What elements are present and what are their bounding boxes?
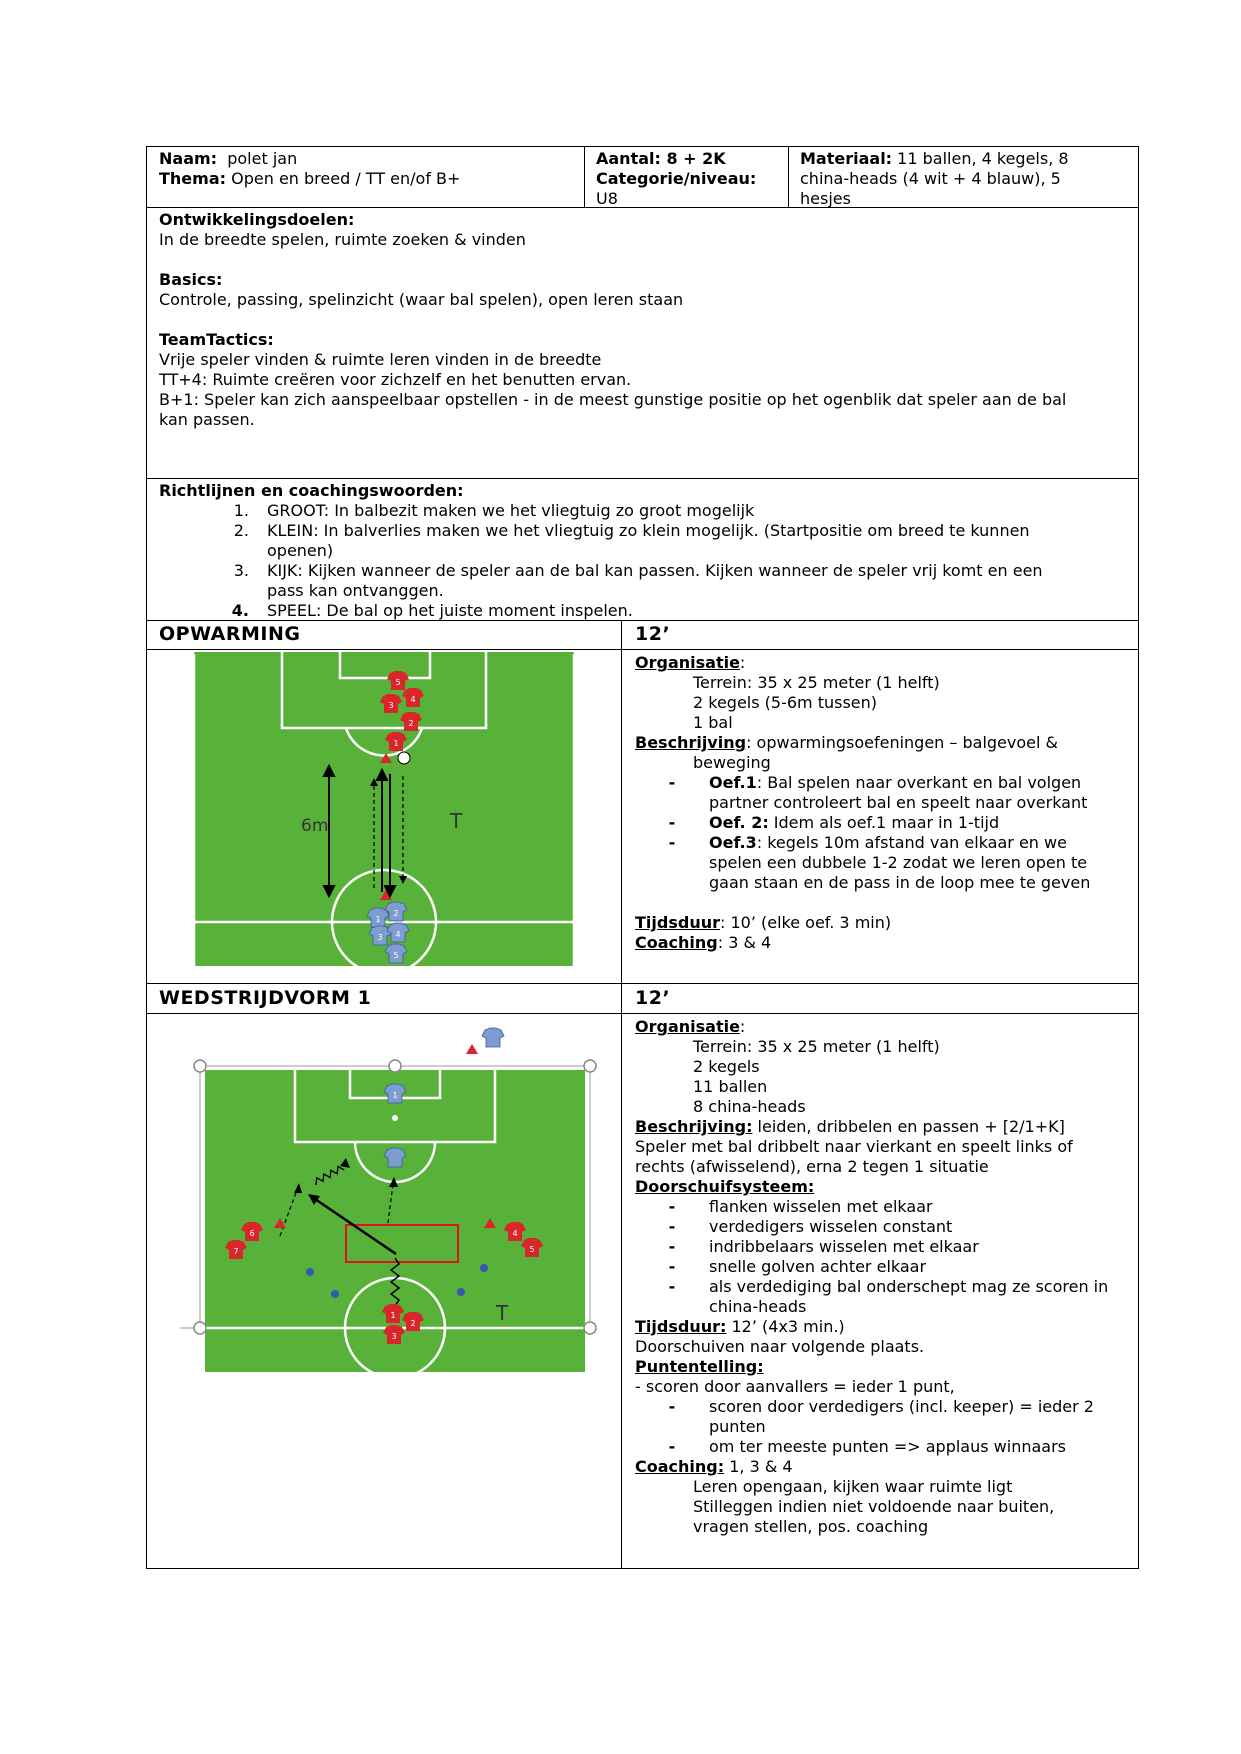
list-item: - Oef. 2: Idem als oef.1 maar in 1-tijd bbox=[668, 813, 1000, 832]
besch-line: Speler met bal dribbelt naar vierkant en speelt links of bbox=[635, 1137, 1073, 1156]
list-item: - Oef.1: Bal spelen naar overkant en bal volgen bbox=[668, 773, 1082, 792]
coach-value: : 3 & 4 bbox=[717, 933, 772, 952]
player-number: 5 bbox=[393, 951, 399, 960]
cone bbox=[466, 1044, 478, 1054]
player-number: 7 bbox=[233, 1247, 239, 1256]
header-name-cell bbox=[159, 149, 579, 189]
row-divider bbox=[146, 983, 1139, 984]
besch-label: Beschrijving: bbox=[635, 1117, 753, 1136]
basics-label: Basics: bbox=[159, 270, 223, 289]
t-label: T bbox=[496, 1301, 509, 1325]
coach-label: Coaching: bbox=[635, 1457, 725, 1476]
player-number: 4 bbox=[395, 930, 401, 939]
player-number: 2 bbox=[393, 909, 399, 918]
guidelines-list bbox=[159, 501, 1134, 621]
list-item: - Oef.3: kegels 10m afstand van elkaar en we bbox=[668, 833, 1067, 852]
tijd-label: Tijdsduur bbox=[635, 913, 720, 932]
basics-text: Controle, passing, spelinzicht (waar bal spelen), open leren staan bbox=[159, 290, 684, 309]
org-label: Organisatie bbox=[635, 1017, 740, 1036]
besch-text: beweging bbox=[693, 753, 771, 772]
player-number: 1 bbox=[390, 1311, 396, 1320]
table-border-right bbox=[1138, 146, 1139, 1569]
categorie-value: U8 bbox=[596, 189, 618, 208]
tt-line: kan passen. bbox=[159, 410, 255, 429]
list-item: - als verdediging bal onderschept mag ze scoren in bbox=[668, 1277, 1109, 1296]
coach-line: vragen stellen, pos. coaching bbox=[693, 1517, 929, 1536]
player-number: 5 bbox=[529, 1245, 535, 1254]
col-divider bbox=[788, 146, 789, 207]
coach-label: Coaching bbox=[635, 933, 718, 952]
coach-line: Leren opengaan, kijken waar ruimte ligt bbox=[693, 1477, 1013, 1496]
guidelines-label: Richtlijnen en coachingswoorden: bbox=[159, 481, 464, 500]
list-item: - scoren door verdedigers (incl. keeper) = ieder 2 bbox=[668, 1397, 1094, 1416]
player-number: 1 bbox=[392, 1091, 398, 1100]
list-item-cont: openen) bbox=[267, 541, 334, 560]
tt-line: Vrije speler vinden & ruimte leren vinden in de breedte bbox=[159, 350, 602, 369]
match1-pitch-diagram bbox=[170, 1018, 610, 1378]
distance-label: 6m bbox=[301, 816, 329, 836]
list-item: - indribbelaars wisselen met elkaar bbox=[668, 1237, 979, 1256]
player-number: 5 bbox=[395, 678, 401, 687]
t-label: T bbox=[450, 809, 463, 833]
coach-line: Stilleggen indien niet voldoende naar buiten, bbox=[693, 1497, 1055, 1516]
list-item: - om ter meeste punten => applaus winnaars bbox=[668, 1437, 1066, 1456]
ontw-label: Ontwikkelingsdoelen: bbox=[159, 210, 355, 229]
door-label: Doorschuifsysteem: bbox=[635, 1177, 815, 1196]
besch-text: : opwarmingsoefeningen – balgevoel & bbox=[746, 733, 1058, 752]
match1-title: WEDSTRIJDVORM 1 bbox=[159, 987, 372, 1009]
list-item-cont: pass kan ontvanggen. bbox=[267, 581, 444, 600]
match1-text-cell: Organisatie: Terrein: 35 x 25 meter (1 helft) 2 kegels 11 ballen 8 china-heads Beschrijving: leiden, dribbelen en passen + [2/1+K] Speler met bal dribbelt naar vierkant en speelt links of rechts (afwisselend), erna 2 tegen 1 situatie Doorschuifsysteem: - flanken wisselen met elkaar - verdedigers wisselen constant - indribbelaars wisselen met elkaar - snelle golven achter elkaar - als verdediging bal onderschept mag ze scoren in china-heads Tijdsduur: 12’ (4x3 min.) Doorschuiven naar volgende plaats. Puntentelling: - scoren door aanvallers = ieder 1 punt, - scoren door verdedigers (incl. keeper) = ieder 2 punten - om ter meeste punten => applaus winnaars Coaching: 1, 3 & 4 Leren opengaan, kijken waar ruimte ligt Stilleggen indien niet voldoende naar buiten, vragen stellen, pos. coaching bbox=[635, 1017, 1135, 1537]
table-border-left bbox=[146, 146, 147, 1569]
player-number: 3 bbox=[377, 933, 383, 942]
naam-value: polet jan bbox=[227, 149, 298, 168]
list-item: 3. KIJK: Kijken wanneer de speler aan de bal kan passen. Kijken wanneer de speler vrij komt en een bbox=[233, 561, 1043, 580]
goals-cell bbox=[159, 210, 1134, 430]
list-item: 2. KLEIN: In balverlies maken we het vliegtuig zo klein mogelijk. (Startpositie om breed te kunnen bbox=[233, 521, 1030, 540]
guidelines-cell bbox=[159, 481, 1134, 621]
aantal: Aantal: 8 + 2K bbox=[596, 149, 726, 168]
tt-line: B+1: Speler kan zich aanspeelbaar opstellen - in de meest gunstige positie op het ogenblik dat speler aan de bal bbox=[159, 390, 1067, 409]
header-materiaal-cell bbox=[800, 149, 1100, 209]
punt-label: Puntentelling: bbox=[635, 1357, 764, 1376]
col-divider bbox=[584, 146, 585, 207]
table-border-bottom bbox=[146, 1568, 1139, 1569]
row-divider bbox=[146, 649, 1139, 650]
punt-line: - scoren door aanvallers = ieder 1 punt, bbox=[635, 1377, 955, 1396]
player-number: 1 bbox=[393, 739, 399, 748]
row-divider bbox=[146, 478, 1139, 479]
table-border-top bbox=[146, 146, 1139, 147]
col-divider bbox=[621, 620, 622, 1569]
player-number: 4 bbox=[512, 1229, 518, 1238]
tijd-value: : 10’ (elke oef. 3 min) bbox=[719, 913, 892, 932]
thema-label: Thema: bbox=[159, 169, 227, 188]
player-number: 6 bbox=[249, 1229, 255, 1238]
list-item: 4. SPEEL: De bal op het juiste moment inspelen. bbox=[231, 601, 633, 620]
warmup-text-cell: Organisatie: Terrein: 35 x 25 meter (1 helft) 2 kegels (5-6m tussen) 1 bal Beschrijving: opwarmingsoefeningen – balgevoel & beweging - Oef.1: Bal spelen naar overkant en bal volgen partner controleert bal en speelt naar overkant - Oef. 2: Idem als oef.1 maar in 1-tijd - Oef.3: kegels 10m afstand van elkaar en we spelen een dubbele 1-2 zodat we leren open te gaan staan en de pass in de loop mee te geven Tijdsduur: 10’ (elke oef. 3 min) Coaching: 3 & 4 bbox=[635, 653, 1135, 953]
ball bbox=[398, 752, 410, 764]
player-number: 3 bbox=[388, 701, 394, 710]
warmup-title: OPWARMING bbox=[159, 623, 301, 645]
player-number: 2 bbox=[410, 1319, 416, 1328]
list-item: - snelle golven achter elkaar bbox=[668, 1257, 927, 1276]
blue-player bbox=[482, 1028, 504, 1047]
teamtactics-label: TeamTactics: bbox=[159, 330, 274, 349]
org-line: Terrein: 35 x 25 meter (1 helft) bbox=[693, 1037, 940, 1056]
player-number: 4 bbox=[410, 695, 416, 704]
thema-value: Open en breed / TT en/of B+ bbox=[231, 169, 461, 188]
list-item: - flanken wisselen met elkaar bbox=[668, 1197, 933, 1216]
besch-label: Beschrijving bbox=[635, 733, 747, 752]
row-divider bbox=[146, 1013, 1139, 1014]
list-item: - verdedigers wisselen constant bbox=[668, 1217, 953, 1236]
ontw-text: In de breedte spelen, ruimte zoeken & vinden bbox=[159, 230, 526, 249]
materiaal-label: Materiaal: bbox=[800, 149, 893, 168]
categorie-label: Categorie/niveau: bbox=[596, 169, 757, 188]
org-line: 2 kegels bbox=[693, 1057, 760, 1076]
warmup-time: 12’ bbox=[635, 623, 671, 645]
org-line: 2 kegels (5-6m tussen) bbox=[693, 693, 878, 712]
besch-line: rechts (afwisselend), erna 2 tegen 1 situatie bbox=[635, 1157, 989, 1176]
tt-line: TT+4: Ruimte creëren voor zichzelf en het benutten ervan. bbox=[159, 370, 632, 389]
match1-time: 12’ bbox=[635, 987, 671, 1009]
list-item: 1. GROOT: In balbezit maken we het vliegtuig zo groot mogelijk bbox=[233, 501, 755, 520]
tijd-label: Tijdsduur: bbox=[635, 1317, 727, 1336]
materiaal-value: 11 ballen, 4 kegels, 8 china-heads (4 wit + 4 blauw), 5 hesjes bbox=[800, 149, 1069, 208]
naam-label: Naam: bbox=[159, 149, 218, 168]
tijd-line: Doorschuiven naar volgende plaats. bbox=[635, 1337, 925, 1356]
org-label: Organisatie bbox=[635, 653, 740, 672]
warmup-pitch-diagram bbox=[190, 652, 580, 968]
player-number: 1 bbox=[375, 915, 381, 924]
org-line: Terrein: 35 x 25 meter (1 helft) bbox=[693, 673, 940, 692]
header-aantal-cell bbox=[596, 149, 786, 209]
org-line: 8 china-heads bbox=[693, 1097, 806, 1116]
org-line: 1 bal bbox=[693, 713, 733, 732]
org-line: 11 ballen bbox=[693, 1077, 768, 1096]
player-number: 3 bbox=[391, 1332, 397, 1341]
player-number: 2 bbox=[408, 719, 414, 728]
